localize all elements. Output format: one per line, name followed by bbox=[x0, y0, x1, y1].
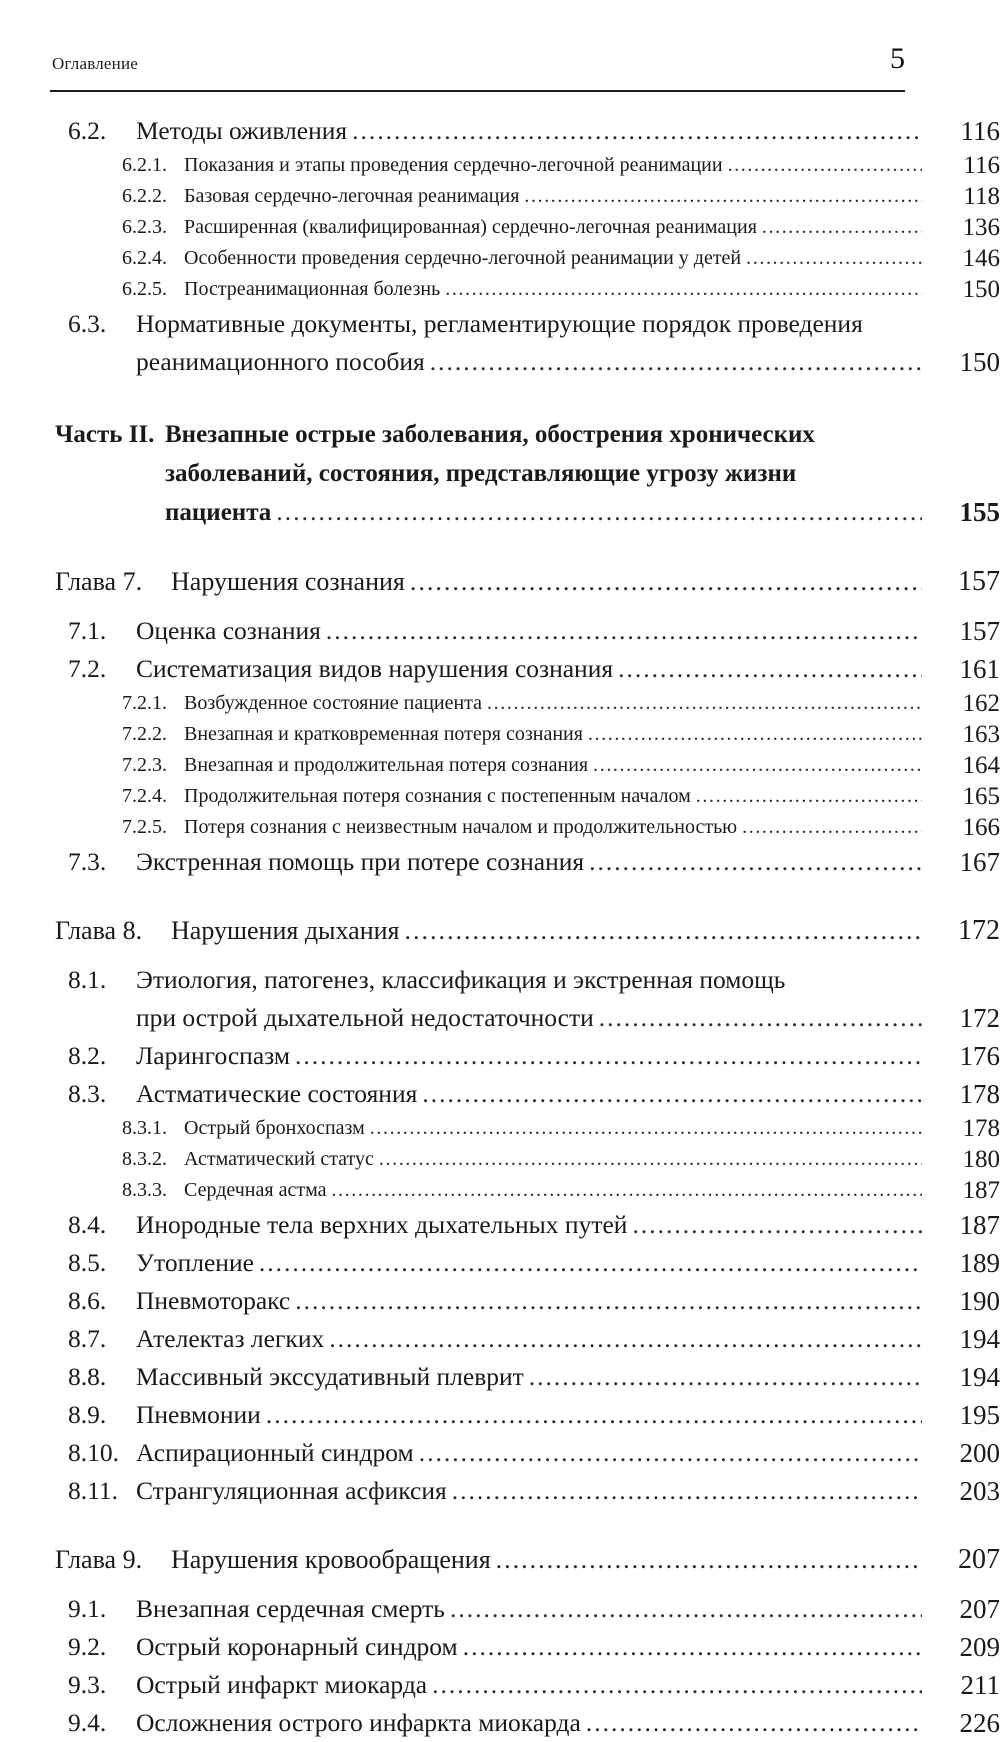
toc-entry[interactable] bbox=[0, 650, 1000, 688]
toc-entry-line[interactable] bbox=[0, 1037, 1000, 1075]
toc-entry-title: Внезапные острые заболевания, обострения хронических bbox=[165, 421, 815, 448]
toc-entry-title: Нарушения сознания bbox=[171, 567, 405, 596]
dot-leader bbox=[445, 274, 922, 305]
toc-entry-number: 6.2.2. bbox=[122, 185, 167, 207]
toc-entry-line[interactable] bbox=[0, 212, 1000, 243]
toc-entry-number: 7.3. bbox=[68, 847, 107, 876]
toc-entry-number: 6.2.1. bbox=[122, 154, 167, 176]
toc-entry-title: Осложнения острого инфаркта миокарда bbox=[136, 1708, 581, 1737]
toc-entry-number: 8.11. bbox=[68, 1476, 119, 1505]
toc-entry-title: Базовая сердечно-легочная реанимация bbox=[184, 185, 520, 207]
toc-entry-title: Потеря сознания с неизвестным началом и продолжительностью bbox=[184, 816, 738, 838]
toc-entry-line[interactable] bbox=[0, 1244, 1000, 1282]
dot-leader bbox=[405, 911, 922, 951]
toc-entry-page-number[interactable]: 150 bbox=[962, 276, 1000, 303]
toc-entry-page-number[interactable]: 203 bbox=[959, 1476, 1000, 1506]
toc-entry[interactable] bbox=[0, 961, 1000, 1037]
toc-entry[interactable] bbox=[0, 274, 1000, 305]
toc-entry-title: Расширенная (квалифицированная) сердечно-легочная реанимация bbox=[184, 216, 757, 238]
toc-entry[interactable] bbox=[0, 1320, 1000, 1358]
toc-entry-number: 7.2.2. bbox=[122, 723, 167, 745]
toc-entry-line-continued[interactable] bbox=[0, 493, 1000, 532]
toc-entry-line-continued[interactable] bbox=[0, 454, 1000, 493]
toc-entry-line[interactable] bbox=[0, 750, 1000, 781]
dot-leader bbox=[618, 650, 922, 688]
toc-entry-page-number[interactable]: 157 bbox=[958, 566, 1000, 597]
toc-entry[interactable] bbox=[0, 212, 1000, 243]
dot-leader bbox=[259, 1244, 922, 1282]
toc-entry-number: Глава 7. bbox=[55, 567, 143, 596]
toc-entry[interactable] bbox=[0, 562, 1000, 602]
toc-entry-page-number[interactable]: 226 bbox=[959, 1708, 1000, 1738]
toc-entry-page-number[interactable]: 163 bbox=[962, 721, 1000, 748]
toc-entry-number: 9.1. bbox=[68, 1594, 107, 1623]
toc-entry-number: 8.3.3. bbox=[122, 1179, 167, 1201]
toc-entry-title: Возбужденное состояние пациента bbox=[184, 692, 483, 714]
toc-entry-line[interactable] bbox=[0, 1666, 1000, 1704]
toc-entry-number: 8.3.1. bbox=[122, 1117, 167, 1139]
toc-entry-line[interactable] bbox=[0, 562, 1000, 602]
toc-entry-number: 8.4. bbox=[68, 1210, 107, 1239]
dot-leader bbox=[295, 1282, 922, 1320]
toc-entry[interactable] bbox=[0, 911, 1000, 951]
toc-entry-title: Постреанимационная болезнь bbox=[184, 278, 441, 300]
toc-entry[interactable] bbox=[0, 843, 1000, 881]
toc-entry-number: 6.2. bbox=[68, 116, 107, 145]
toc-entry-title: Острый инфаркт миокарда bbox=[136, 1670, 428, 1699]
toc-entry-line[interactable] bbox=[0, 150, 1000, 181]
dot-leader bbox=[487, 688, 922, 719]
toc-entry-page-number[interactable]: 195 bbox=[959, 1400, 1000, 1430]
toc-entry-line[interactable] bbox=[0, 1434, 1000, 1472]
toc-entry-line[interactable] bbox=[0, 1075, 1000, 1113]
toc-entry-line[interactable] bbox=[0, 181, 1000, 212]
toc-entry-title: Пневмоторакс bbox=[136, 1286, 291, 1315]
toc-entry-number: Глава 9. bbox=[55, 1545, 143, 1574]
toc-entry-number: 7.2.1. bbox=[122, 692, 167, 714]
toc-entry[interactable] bbox=[0, 1704, 1000, 1742]
toc-entry-title: Ларингоспазм bbox=[136, 1041, 290, 1070]
toc-entry-page-number[interactable]: 162 bbox=[962, 690, 1000, 717]
dot-leader bbox=[422, 1075, 922, 1113]
toc-entry-number: 8.8. bbox=[68, 1362, 107, 1391]
toc-entry-line[interactable] bbox=[0, 1113, 1000, 1144]
toc-entry-number: 8.3. bbox=[68, 1079, 107, 1108]
toc-entry-number: 9.3. bbox=[68, 1670, 107, 1699]
toc-entry-line[interactable] bbox=[0, 1540, 1000, 1580]
toc-entry-page-number[interactable]: 209 bbox=[959, 1632, 1000, 1662]
toc-entry[interactable] bbox=[0, 1113, 1000, 1144]
toc-entry-number: 7.2.5. bbox=[122, 816, 167, 838]
dot-leader bbox=[586, 1704, 922, 1742]
section-spacer bbox=[0, 1580, 1000, 1590]
toc-entry-page-number[interactable]: 172 bbox=[958, 915, 1000, 946]
toc-entry[interactable] bbox=[0, 781, 1000, 812]
section-spacer bbox=[0, 532, 1000, 562]
toc-entry-page-number[interactable]: 178 bbox=[959, 1079, 1000, 1109]
toc-entry-title: заболеваний, состояния, представляющие угрозу жизни bbox=[165, 460, 797, 487]
toc-entry-title: Систематизация видов нарушения сознания bbox=[136, 654, 614, 683]
toc-entry-number: 8.2. bbox=[68, 1041, 107, 1070]
toc-entry-page-number[interactable]: 167 bbox=[959, 847, 1000, 877]
toc-entry[interactable] bbox=[0, 415, 1000, 532]
dot-leader bbox=[370, 1113, 922, 1144]
toc-entry-title: Утопление bbox=[136, 1248, 254, 1277]
header-rule bbox=[50, 90, 905, 92]
toc-entry-line[interactable] bbox=[0, 1628, 1000, 1666]
toc-entry-page-number[interactable]: 161 bbox=[959, 654, 1000, 684]
toc-entry-line[interactable] bbox=[0, 843, 1000, 881]
dot-leader bbox=[529, 1358, 922, 1396]
dot-leader bbox=[450, 1590, 922, 1628]
toc-entry-title: Острый коронарный синдром bbox=[136, 1632, 458, 1661]
toc-entry-title: Экстренная помощь при потере сознания bbox=[136, 847, 585, 876]
toc-entry-title: Странгуляционная асфиксия bbox=[136, 1476, 447, 1505]
toc-entry-page-number[interactable]: 207 bbox=[958, 1544, 1000, 1575]
toc-entry-line-continued[interactable] bbox=[0, 343, 1000, 381]
table-of-contents bbox=[0, 112, 1000, 1742]
toc-entry-page-number[interactable]: 146 bbox=[962, 245, 1000, 272]
toc-entry-number: 7.2. bbox=[68, 654, 107, 683]
toc-entry-line[interactable] bbox=[0, 911, 1000, 951]
toc-entry-number: Часть II. bbox=[55, 421, 155, 448]
dot-leader bbox=[599, 999, 922, 1037]
toc-entry-page-number[interactable]: 116 bbox=[963, 152, 1000, 179]
toc-entry[interactable] bbox=[0, 1590, 1000, 1628]
toc-entry-line[interactable] bbox=[0, 650, 1000, 688]
dot-leader bbox=[632, 1206, 922, 1244]
toc-entry[interactable] bbox=[0, 1628, 1000, 1666]
toc-entry[interactable] bbox=[0, 1037, 1000, 1075]
toc-entry-line[interactable] bbox=[0, 1282, 1000, 1320]
dot-leader bbox=[432, 1666, 922, 1704]
section-spacer bbox=[0, 951, 1000, 961]
toc-entry-page-number[interactable]: 190 bbox=[959, 1286, 1000, 1316]
toc-entry-page-number[interactable]: 189 bbox=[959, 1248, 1000, 1278]
toc-entry-line[interactable] bbox=[0, 1206, 1000, 1244]
toc-entry-title: Нарушения кровообращения bbox=[171, 1545, 491, 1574]
toc-entry-line[interactable] bbox=[0, 305, 1000, 343]
toc-entry-title: при острой дыхательной недостаточности bbox=[136, 1003, 594, 1032]
toc-entry-page-number[interactable]: 180 bbox=[962, 1146, 1000, 1173]
toc-entry-line[interactable] bbox=[0, 1358, 1000, 1396]
toc-entry-number: 6.3. bbox=[68, 309, 107, 338]
toc-entry-line[interactable] bbox=[0, 1175, 1000, 1206]
toc-entry[interactable] bbox=[0, 1396, 1000, 1434]
toc-entry[interactable] bbox=[0, 1144, 1000, 1175]
running-head bbox=[50, 42, 905, 84]
toc-entry[interactable] bbox=[0, 1175, 1000, 1206]
toc-entry-title: Массивный экссудативный плеврит bbox=[136, 1362, 524, 1391]
toc-entry-page-number[interactable]: 176 bbox=[959, 1041, 1000, 1071]
dot-leader bbox=[379, 1144, 922, 1175]
toc-entry[interactable] bbox=[0, 243, 1000, 274]
dot-leader bbox=[266, 1396, 922, 1434]
toc-entry[interactable] bbox=[0, 612, 1000, 650]
toc-entry-title: Острый бронхоспазм bbox=[184, 1117, 365, 1139]
section-spacer bbox=[0, 1510, 1000, 1540]
toc-entry-number: 6.2.5. bbox=[122, 278, 167, 300]
toc-entry-number: 8.7. bbox=[68, 1324, 107, 1353]
toc-entry[interactable] bbox=[0, 305, 1000, 381]
toc-entry-page-number[interactable]: 150 bbox=[959, 347, 1000, 377]
dot-leader bbox=[593, 750, 922, 781]
dot-leader bbox=[419, 1434, 922, 1472]
toc-entry-page-number[interactable]: 187 bbox=[962, 1177, 1000, 1204]
toc-entry-title: Сердечная астма bbox=[184, 1179, 327, 1201]
dot-leader bbox=[331, 1175, 922, 1206]
dot-leader bbox=[696, 781, 922, 812]
dot-leader bbox=[496, 1540, 922, 1580]
toc-entry-title: Внезапная сердечная смерть bbox=[136, 1594, 445, 1623]
section-spacer bbox=[0, 381, 1000, 415]
toc-entry-line[interactable] bbox=[0, 1590, 1000, 1628]
toc-entry-line[interactable] bbox=[0, 612, 1000, 650]
toc-entry-line[interactable] bbox=[0, 274, 1000, 305]
toc-entry-line[interactable] bbox=[0, 415, 1000, 454]
dot-leader bbox=[295, 1037, 922, 1075]
toc-entry-title: Инородные тела верхних дыхательных путей bbox=[136, 1210, 628, 1239]
dot-leader bbox=[352, 112, 922, 150]
toc-entry[interactable] bbox=[0, 1282, 1000, 1320]
toc-entry-title: Показания и этапы проведения сердечно-легочной реанимации bbox=[184, 154, 723, 176]
toc-entry-title: Продолжительная потеря сознания с постепенным началом bbox=[184, 785, 691, 807]
toc-entry-number: 9.2. bbox=[68, 1632, 107, 1661]
toc-entry-number: 7.2.4. bbox=[122, 785, 167, 807]
toc-entry-title: Особенности проведения сердечно-легочной реанимации у детей bbox=[184, 247, 742, 269]
dot-leader bbox=[746, 243, 922, 274]
toc-entry-page-number[interactable]: 165 bbox=[962, 783, 1000, 810]
toc-entry-page-number[interactable]: 187 bbox=[959, 1210, 1000, 1240]
dot-leader bbox=[742, 812, 922, 843]
section-spacer bbox=[0, 602, 1000, 612]
dot-leader bbox=[524, 181, 922, 212]
page-folio-number: 5 bbox=[890, 42, 905, 75]
toc-entry-number: 8.9. bbox=[68, 1400, 107, 1429]
toc-entry[interactable] bbox=[0, 181, 1000, 212]
toc-entry-line[interactable] bbox=[0, 1320, 1000, 1358]
toc-entry-title: Ателектаз легких bbox=[136, 1324, 325, 1353]
dot-leader bbox=[329, 1320, 922, 1358]
toc-entry[interactable] bbox=[0, 688, 1000, 719]
toc-entry-line[interactable] bbox=[0, 812, 1000, 843]
dot-leader bbox=[463, 1628, 922, 1666]
dot-leader bbox=[589, 843, 922, 881]
toc-entry-number: 8.1. bbox=[68, 965, 107, 994]
toc-entry-title: Нарушения дыхания bbox=[171, 916, 400, 945]
toc-entry-number: 8.5. bbox=[68, 1248, 107, 1277]
dot-leader bbox=[276, 493, 922, 532]
toc-entry-title: Методы оживления bbox=[136, 116, 348, 145]
section-spacer bbox=[0, 881, 1000, 911]
toc-entry-line[interactable] bbox=[0, 961, 1000, 999]
toc-entry-number: Глава 8. bbox=[55, 916, 143, 945]
toc-entry-line[interactable] bbox=[0, 112, 1000, 150]
toc-entry-number: 8.6. bbox=[68, 1286, 107, 1315]
toc-entry-page-number[interactable]: 178 bbox=[962, 1115, 1000, 1142]
toc-entry-line[interactable] bbox=[0, 781, 1000, 812]
toc-entry-number: 7.1. bbox=[68, 616, 107, 645]
toc-entry[interactable] bbox=[0, 1434, 1000, 1472]
toc-entry-title: Аспирационный синдром bbox=[136, 1438, 414, 1467]
toc-entry-number: 8.3.2. bbox=[122, 1148, 167, 1170]
toc-entry[interactable] bbox=[0, 1206, 1000, 1244]
toc-entry-page-number[interactable]: 136 bbox=[962, 214, 1000, 241]
toc-entry-page-number[interactable]: 164 bbox=[962, 752, 1000, 779]
toc-entry[interactable] bbox=[0, 112, 1000, 150]
toc-entry[interactable] bbox=[0, 812, 1000, 843]
toc-entry-page-number[interactable]: 116 bbox=[960, 116, 1000, 146]
toc-entry[interactable] bbox=[0, 1540, 1000, 1580]
toc-entry-page-number[interactable]: 166 bbox=[962, 814, 1000, 841]
toc-entry-number: 8.10. bbox=[68, 1438, 119, 1467]
toc-entry-page-number[interactable]: 207 bbox=[959, 1594, 1000, 1624]
toc-entry-title: Астматические состояния bbox=[136, 1079, 418, 1108]
running-head-title: Оглавление bbox=[52, 54, 138, 73]
toc-entry-line[interactable] bbox=[0, 1396, 1000, 1434]
toc-entry-number: 9.4. bbox=[68, 1708, 107, 1737]
dot-leader bbox=[326, 612, 922, 650]
toc-entry[interactable] bbox=[0, 750, 1000, 781]
toc-entry-page-number[interactable]: 194 bbox=[959, 1324, 1000, 1354]
toc-entry[interactable] bbox=[0, 1244, 1000, 1282]
toc-entry-page-number[interactable]: 172 bbox=[959, 1003, 1000, 1033]
toc-entry-page-number[interactable]: 211 bbox=[960, 1670, 1000, 1700]
toc-entry[interactable] bbox=[0, 1358, 1000, 1396]
toc-entry-title: Внезапная и кратковременная потеря сознания bbox=[184, 723, 583, 745]
toc-entry-line[interactable] bbox=[0, 1144, 1000, 1175]
toc-entry[interactable] bbox=[0, 150, 1000, 181]
toc-entry[interactable] bbox=[0, 719, 1000, 750]
toc-entry[interactable] bbox=[0, 1075, 1000, 1113]
toc-entry-title: Этиология, патогенез, классификация и экстренная помощь bbox=[136, 965, 786, 994]
toc-entry-line[interactable] bbox=[0, 243, 1000, 274]
toc-entry-line[interactable] bbox=[0, 1704, 1000, 1742]
toc-entry-title: Нормативные документы, регламентирующие порядок проведения bbox=[136, 309, 863, 338]
toc-entry-title: пациента bbox=[165, 499, 272, 526]
toc-entry-line[interactable] bbox=[0, 719, 1000, 750]
toc-entry-number: 6.2.3. bbox=[122, 216, 167, 238]
toc-entry-title: Астматический статус bbox=[184, 1148, 374, 1170]
toc-entry-page-number[interactable]: 200 bbox=[959, 1438, 1000, 1468]
dot-leader bbox=[728, 150, 922, 181]
dot-leader bbox=[588, 719, 922, 750]
dot-leader bbox=[410, 562, 922, 602]
toc-entry-page-number[interactable]: 155 bbox=[959, 497, 1000, 527]
toc-entry-page-number[interactable]: 118 bbox=[963, 183, 1000, 210]
toc-entry-page-number[interactable]: 157 bbox=[959, 616, 1000, 646]
toc-entry-number: 6.2.4. bbox=[122, 247, 167, 269]
toc-entry-title: реанимационного пособия bbox=[136, 347, 425, 376]
toc-entry-number: 7.2.3. bbox=[122, 754, 167, 776]
toc-entry-page-number[interactable]: 194 bbox=[959, 1362, 1000, 1392]
dot-leader bbox=[430, 343, 922, 381]
toc-entry-title: Оценка сознания bbox=[136, 616, 321, 645]
toc-entry-line-continued[interactable] bbox=[0, 999, 1000, 1037]
toc-entry[interactable] bbox=[0, 1666, 1000, 1704]
toc-entry-line[interactable] bbox=[0, 688, 1000, 719]
toc-entry-title: Пневмонии bbox=[136, 1400, 261, 1429]
dot-leader bbox=[762, 212, 922, 243]
toc-entry-title: Внезапная и продолжительная потеря сознания bbox=[184, 754, 589, 776]
